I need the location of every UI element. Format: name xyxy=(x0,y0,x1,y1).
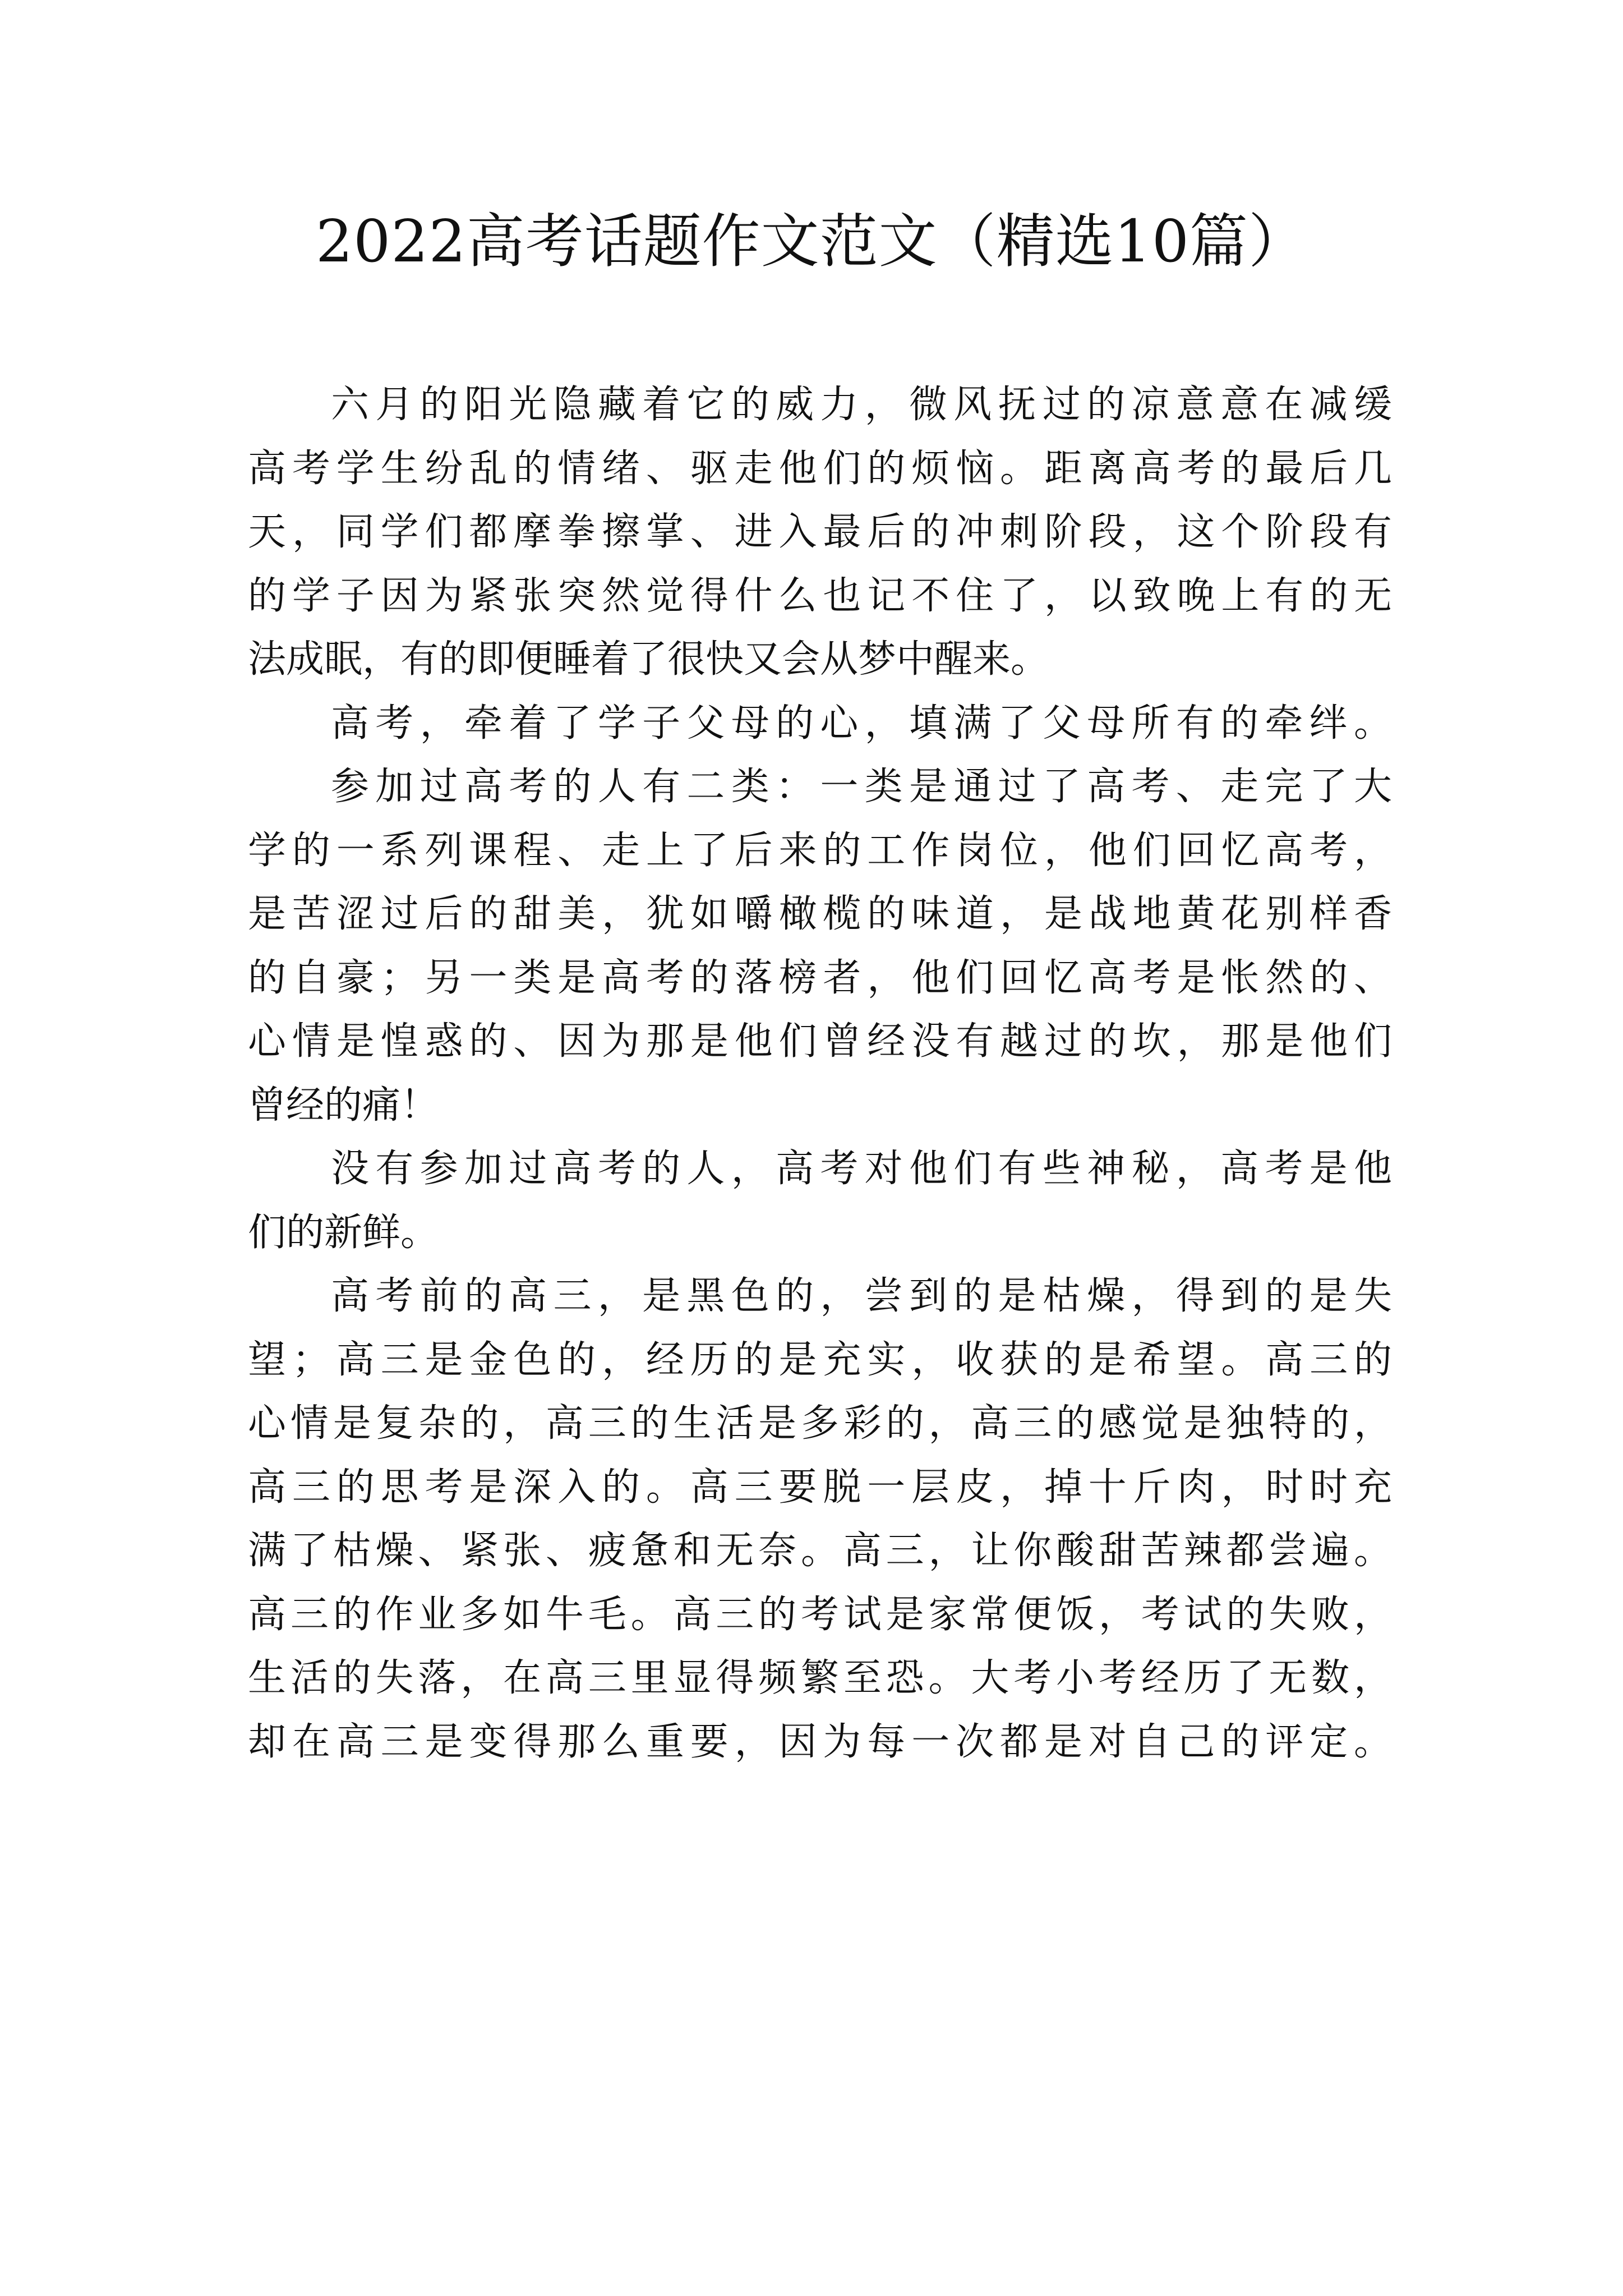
text-line: 生活的失落，在高三里显得频繁至恐。大考小考经历了无数， xyxy=(248,1656,1392,1700)
text-line: 天，同学们都摩拳擦掌、进入最后的冲刺阶段，这个阶段有 xyxy=(248,510,1392,554)
text-line: 是苦涩过后的甜美，犹如嚼橄榄的味道，是战地黄花别样香 xyxy=(248,892,1392,936)
document-title: 2022高考话题作文范文（精选10篇） xyxy=(315,207,1307,275)
paragraph-3 xyxy=(248,755,1392,1137)
text-line: 法成眠，有的即便睡着了很快又会从梦中醒来。 xyxy=(248,637,1049,682)
text-line: 们的新鲜。 xyxy=(248,1210,439,1255)
text-line: 的自豪；另一类是高考的落榜者，他们回忆高考是怅然的、 xyxy=(248,955,1392,1000)
text-line: 参加过高考的人有二类：一类是通过了高考、走完了大 xyxy=(331,765,1392,809)
paragraph-5 xyxy=(248,1264,1392,1774)
text-line: 高考，牵着了学子父母的心，填满了父母所有的牵绊。 xyxy=(331,701,1392,746)
text-line: 心情是复杂的，高三的生活是多彩的，高三的感觉是独特的， xyxy=(248,1401,1392,1446)
paragraph-4 xyxy=(248,1137,1392,1264)
text-line: 六月的阳光隐藏着它的威力，微风抚过的凉意意在减缓 xyxy=(331,383,1392,427)
paragraph-2 xyxy=(248,692,1392,756)
document-body xyxy=(248,373,1392,1774)
text-line: 高三的作业多如牛毛。高三的考试是家常便饭，考试的失败， xyxy=(248,1592,1392,1637)
text-line: 高考学生纷乱的情绪、驱走他们的烦恼。距离高考的最后几 xyxy=(248,446,1392,491)
text-line: 望；高三是金色的，经历的是充实，收获的是希望。高三的 xyxy=(248,1337,1392,1382)
text-line: 满了枯燥、紧张、疲惫和无奈。高三，让你酸甜苦辣都尝遍。 xyxy=(248,1529,1392,1573)
text-line: 没有参加过高考的人，高考对他们有些神秘，高考是他 xyxy=(331,1147,1392,1191)
text-line: 高三的思考是深入的。高三要脱一层皮，掉十斤肉，时时充 xyxy=(248,1465,1392,1510)
text-line: 学的一系列课程、走上了后来的工作岗位，他们回忆高考， xyxy=(248,828,1392,873)
text-line: 曾经的痛！ xyxy=(248,1083,439,1128)
paragraph-1 xyxy=(248,373,1392,692)
text-line: 心情是惶惑的、因为那是他们曾经没有越过的坎，那是他们 xyxy=(248,1019,1392,1064)
text-line: 却在高三是变得那么重要，因为每一次都是对自己的评定。 xyxy=(248,1719,1392,1764)
text-line: 的学子因为紧张突然觉得什么也记不住了，以致晚上有的无 xyxy=(248,573,1392,618)
text-line: 高考前的高三，是黑色的，尝到的是枯燥，得到的是失 xyxy=(331,1274,1392,1318)
